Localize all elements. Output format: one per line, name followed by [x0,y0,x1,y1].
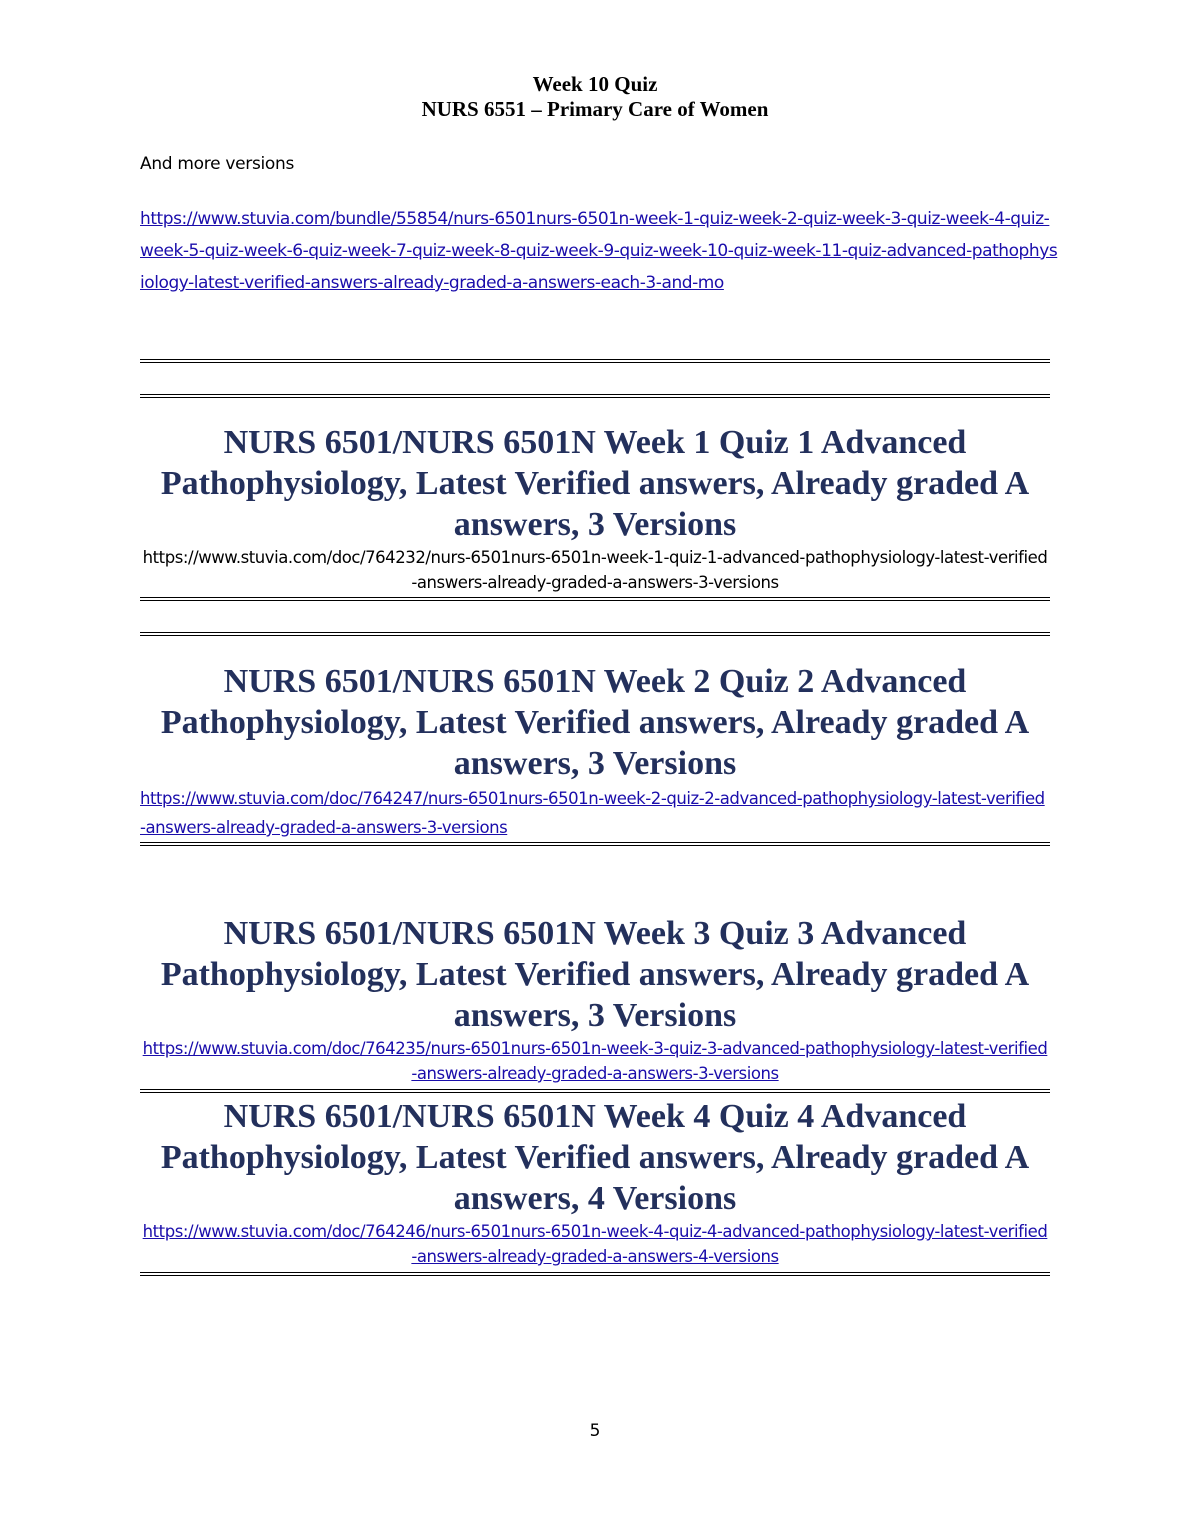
entry-week-1 [140,422,1050,595]
entry-link[interactable]: https://www.stuvia.com/doc/764246/nurs-6501nurs-6501n-week-4-quiz-4-advanced-pathophysiology-latest-verified-answers-already-graded-a-answers-4-versions [142,1222,1048,1266]
divider [140,394,1050,398]
entry-title: NURS 6501/NURS 6501N Week 4 Quiz 4 Advanced Pathophysiology, Latest Verified answers, Already graded A answers, 4 Versions [160,1098,1030,1217]
divider [140,842,1050,846]
page-header [0,72,1190,122]
entry-week-2 [140,661,1050,842]
divider [140,359,1050,363]
divider [140,632,1050,636]
divider [140,1272,1050,1276]
entry-link[interactable]: https://www.stuvia.com/doc/764247/nurs-6501nurs-6501n-week-2-quiz-2-advanced-pathophysiology-latest-verified-answers-already-graded-a-answers-3-versions [140,789,1045,837]
intro-text: And more versions [140,154,295,174]
entry-title: NURS 6501/NURS 6501N Week 2 Quiz 2 Advanced Pathophysiology, Latest Verified answers, Already graded A answers, 3 Versions [160,663,1030,782]
entry-title: NURS 6501/NURS 6501N Week 3 Quiz 3 Advanced Pathophysiology, Latest Verified answers, Already graded A answers, 3 Versions [160,915,1030,1034]
bundle-link[interactable]: https://www.stuvia.com/bundle/55854/nurs-6501nurs-6501n-week-1-quiz-week-2-quiz-week-3-quiz-week-4-quiz-week-5-quiz-week-6-quiz-week-7-quiz-week-8-quiz-week-9-quiz-week-10-quiz-week-11-quiz-advanced-pathophysiology-latest-verified-answers-already-graded-a-answers-each-3-and-mo [140,209,1058,293]
header-title: Week 10 Quiz [532,72,658,96]
divider [140,597,1050,601]
entry-week-4 [140,1096,1050,1269]
page-number: 5 [589,1421,601,1441]
entry-url: https://www.stuvia.com/doc/764232/nurs-6501nurs-6501n-week-1-quiz-1-advanced-pathophysiology-latest-verified-answers-already-graded-a-answers-3-versions [142,548,1048,592]
entry-title: NURS 6501/NURS 6501N Week 1 Quiz 1 Advanced Pathophysiology, Latest Verified answers, Already graded A answers, 3 Versions [160,424,1030,543]
entry-link[interactable]: https://www.stuvia.com/doc/764235/nurs-6501nurs-6501n-week-3-quiz-3-advanced-pathophysiology-latest-verified-answers-already-graded-a-answers-3-versions [142,1039,1048,1083]
divider [140,1089,1050,1093]
header-course: NURS 6551 – Primary Care of Women [421,97,769,121]
entry-week-3 [140,913,1050,1086]
